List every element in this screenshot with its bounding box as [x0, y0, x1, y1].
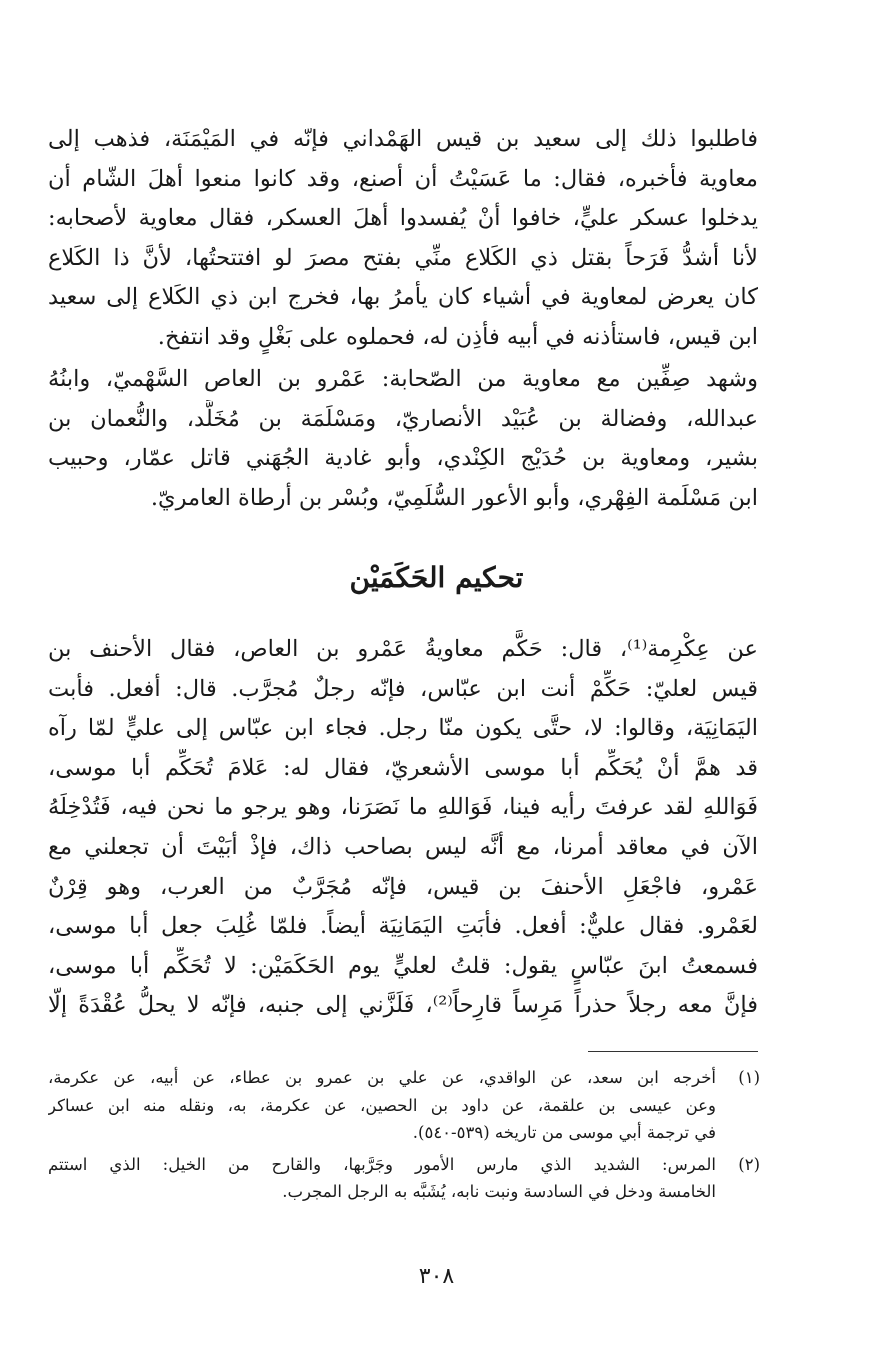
paragraph-3: [48, 630, 758, 1026]
text-line: بشير، ومعاوية بن حُدَيْج الكِنْدي، وأبو غادية الجُهَني قاتل عمّار، وحبيب: [48, 445, 758, 472]
footnote-line: أخرجه ابن سعد، عن الواقدي، عن علي بن عمرو بن عطاء، عن أبيه، عن عكرمة،: [48, 1068, 716, 1087]
text-line: فإنَّ معه رجلاً حذراً مَرِساً قارِحاً⁽²⁾، فَلَزَّني إلى جنبه، فإنّه لا يحلُّ عُقْدَةً إلّا: [48, 992, 758, 1019]
footnote-divider: [588, 1051, 758, 1052]
paragraph-2: [48, 360, 758, 518]
footnote-line: في ترجمة أبي موسى من تاريخه (٥٣٩-٥٤٠).: [412, 1123, 716, 1142]
text-line: فاطلبوا ذلك إلى سعيد بن قيس الهَمْداني فإنّه في المَيْمَنَة، فذهب إلى: [48, 126, 758, 152]
text-line: يدخلوا عسكر عليٍّ، خافوا أنْ يُفسدوا أهلَ العسكر، فقال معاوية لأصحابه:: [48, 205, 758, 232]
text-line: عَمْرو، فاجْعَلِ الأحنفَ بن قيس، فإنّه مُجَرَّبٌ من العرب، وهو قِرْنٌ: [48, 873, 758, 900]
text-line: فَوَاللهِ لقد عرفتَ رأيه فينا، فَوَاللهِ ما نَصَرَنا، وهو يرجو ما نحن فيه، فَتُدْخِلَهُ: [48, 794, 758, 821]
text-line: لعَمْرو. فقال عليٌّ: أفعل. فأبَتِ اليَمَانِيَة أيضاً. فلمّا غُلِبَ جعل أبا موسى،: [48, 913, 758, 940]
section-heading: تحكيم الحَكَمَيْن: [349, 561, 524, 594]
page-number: ٣٠٨: [418, 1264, 455, 1289]
footnote-line: وعن عيسى بن علقمة، عن داود بن الحصين، عن عكرمة، به، ونقله منه ابن عساكر: [48, 1095, 716, 1115]
text-line: الآن في معاقد أمرنا، مع أنَّه ليس بصاحب ذاك، فإذْ أبَيْتَ أن تجعلني مع: [48, 833, 758, 860]
text-line: وشهد صِفِّين مع معاوية من الصّحابة: عَمْرو بن العاص السَّهْميّ، وابنُهُ: [48, 366, 758, 392]
footnote-text: [48, 1064, 716, 1147]
text-line: معاوية فأخبره، فقال: ما عَسَيْتُ أن أصنع، وقد كانوا منعوا أهلَ الشّام أن: [48, 165, 758, 192]
footnote-text: [48, 1151, 716, 1206]
footnote-line: المرس: الشديد الذي مارس الأمور وجَرَّبها، والقارح من الخيل: الذي استتم: [48, 1154, 716, 1174]
text-line: ابن مَسْلَمة الفِهْري، وأبو الأعور السُّلَمِيّ، وبُسْر بن أرطاة العامريّ.: [150, 484, 758, 511]
footnote-line: الخامسة ودخل في السادسة ونبت نابه، يُشَبَّه به الرجل المجرب.: [282, 1182, 716, 1201]
footnote-number: (١): [738, 1068, 760, 1087]
paragraph-1: [48, 120, 758, 358]
text-line: قد همَّ أنْ يُحَكِّم أبا موسى الأشعريّ، فقال له: عَلامَ تُحَكِّم أبا موسى،: [48, 754, 758, 781]
text-line: عبدالله، وفضالة بن عُبَيْد الأنصاريّ، ومَسْلَمَة بن مُخَلَّد، والنُّعمان بن: [48, 405, 758, 432]
footnote-1: [48, 1064, 760, 1147]
footnote-2: [48, 1151, 760, 1206]
text-line: لأنا أشدُّ فَرَحاً بقتل ذي الكَلاع منِّي بفتح مصرَ لو افتتحتُها، لأنَّ ذا الكَلاع: [48, 244, 758, 271]
text-line: عن عِكْرِمة⁽¹⁾، قال: حَكَّم معاويةُ عَمْرو بن العاص، فقال الأحنف بن: [48, 636, 758, 662]
text-line: ابن قيس، فاستأذنه في أبيه فأذِن له، فحملوه على بَغْلٍ وقد انتفخ.: [157, 323, 758, 350]
text-line: اليَمَانِيَة، وقالوا: لا، حتَّى يكون منّا رجل. فجاء ابن عبّاس إلى عليٍّ لمّا رآه: [48, 715, 758, 742]
footnote-number: (٢): [738, 1154, 760, 1174]
text-line: كان يعرض لمعاوية في أشياء كان يأمرُ بها، فخرج ابن ذي الكَلاع إلى سعيد: [48, 284, 758, 311]
footnotes: [48, 1064, 760, 1210]
text-line: قيس لعليّ: حَكِّمْ أنت ابن عبّاس، فإنّه رجلٌ مُجرَّب. قال: أفعل. فأبت: [48, 675, 758, 702]
text-line: فسمعتُ ابنَ عبّاسٍ يقول: قلتُ لعليٍّ يوم الحَكَمَيْن: لا تُحَكِّم أبا موسى،: [48, 952, 758, 979]
